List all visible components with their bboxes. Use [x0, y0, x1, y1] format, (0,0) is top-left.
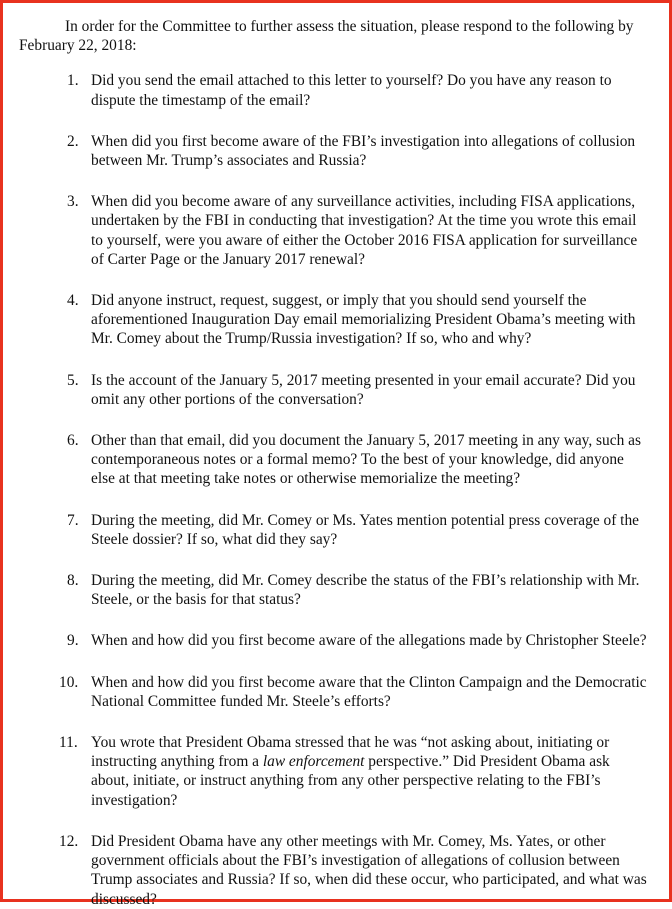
question-item-6 [19, 431, 657, 489]
question-number: 10. [59, 673, 79, 691]
question-number: 11. [59, 734, 78, 752]
question-item-11 [19, 733, 657, 810]
question-item-9 [19, 631, 657, 650]
question-number: 4. [67, 292, 79, 310]
question-number: 6. [67, 432, 79, 450]
question-item-3 [19, 192, 657, 269]
question-number: 8. [67, 572, 79, 590]
question-item-4 [19, 291, 657, 349]
question-item-10 [19, 673, 657, 711]
question-number: 12. [59, 832, 79, 850]
question-text: Is the account of the January 5, 2017 meeting presented in your email accurate? Did you omit any other portions of the conversation? [91, 371, 636, 408]
question-text: When did you first become aware of the FBI’s investigation into allegations of collusion between Mr. Trump’s associates and Russia? [91, 132, 636, 170]
question-text: Other than that email, did you document the January 5, 2017 meeting in any way, such as contemporaneous notes or a formal memo? To the best of your knowledge, did anyone else at that meeting take notes or otherwise memorialize the meeting? [91, 432, 641, 488]
question-text: Did President Obama have any other meetings with Mr. Comey, Ms. Yates, or other government officials about the FBI’s investigation of allegations of collusion between Trump associates and Russia? If so, when did these occur, who participated, and what was discussed? [91, 832, 647, 908]
question-text: During the meeting, did Mr. Comey describe the status of the FBI’s relationship with Mr. Steele, or the basis for that status? [91, 572, 640, 609]
question-number: 3. [67, 193, 79, 211]
question-item-2 [19, 132, 657, 170]
question-text: Did anyone instruct, request, suggest, or imply that you should send yourself the aforementioned Inauguration Day email memorializing President Obama’s meeting with Mr. Comey about the Trump/Russia investigation? If so, who and why? [91, 292, 636, 348]
question-text [91, 733, 649, 810]
question-text-part: perspective.” Did President Obama ask about, initiate, or instruct anything from any other perspective relating to the FBI’s investigation? [91, 753, 610, 809]
question-item-8 [19, 571, 657, 609]
question-text: When did you become aware of any surveillance activities, including FISA applications, undertaken by the FBI in conducting that investigation? At the time you wrote this email to yourself, were you aware of either the October 2016 FISA application for surveillance of Carter Page or the January 2017 renewal? [91, 193, 638, 268]
intro-paragraph: In order for the Committee to further assess the situation, please respond to the following by February 22, 2018: [19, 18, 634, 55]
question-item-12 [19, 832, 657, 909]
question-number: 2. [67, 132, 79, 150]
question-text-emphasis: law enforcement [262, 753, 365, 771]
letter-page [19, 17, 657, 909]
question-text: When and how did you first become aware of the allegations made by Christopher Steele? [91, 632, 647, 650]
question-text-part: You wrote that President Obama stressed that he was “not asking about, initiating or instructing anything from a [91, 734, 610, 771]
question-item-7 [19, 511, 657, 549]
question-text: During the meeting, did Mr. Comey or Ms. Yates mention potential press coverage of the Steele dossier? If so, what did they say? [91, 511, 639, 548]
question-text: When and how did you first become aware that the Clinton Campaign and the Democratic National Committee funded Mr. Steele’s efforts? [91, 673, 647, 710]
question-number: 9. [67, 632, 79, 650]
question-item-1 [19, 71, 657, 109]
question-text: Did you send the email attached to this letter to yourself? Do you have any reason to dispute the timestamp of the email? [91, 72, 612, 109]
question-number: 7. [67, 511, 79, 529]
question-number: 1. [67, 72, 79, 90]
question-item-5 [19, 371, 657, 409]
question-number: 5. [67, 371, 79, 389]
